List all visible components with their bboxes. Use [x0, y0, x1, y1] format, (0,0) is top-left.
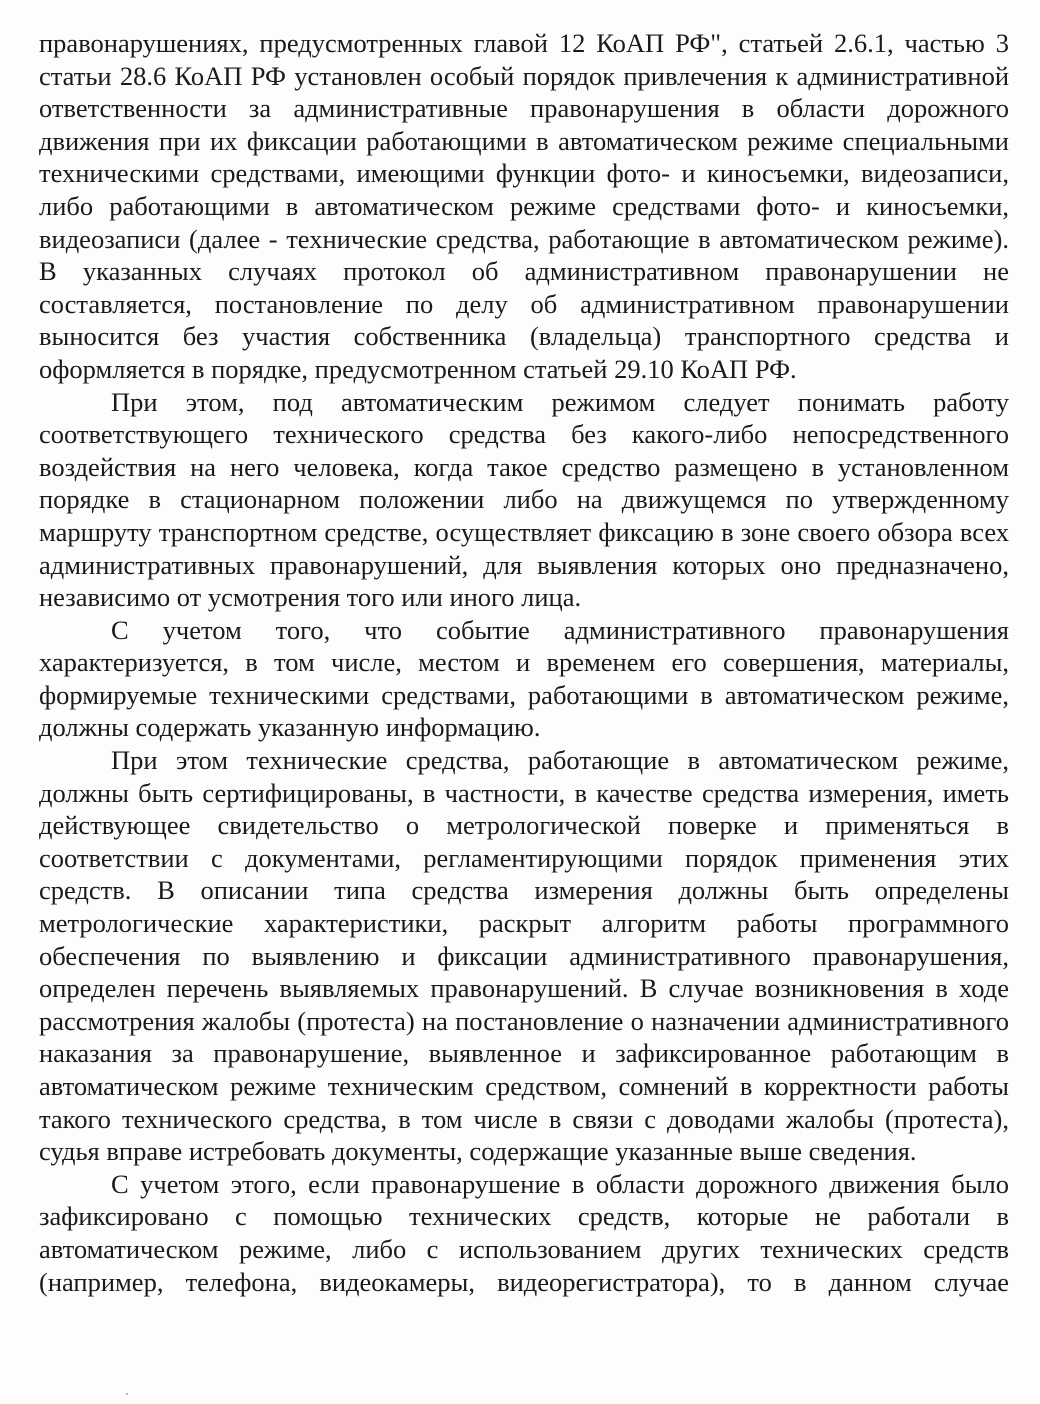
paragraph-certification-requirements: При этом технические средства, работающие в автоматическом режиме, должны быть сертифицированы, в частности, в качестве средства измерения, иметь действующее свидетельство о метрологической поверке и применяться в соответствии с документами, регламентирующими порядок применения этих средств. В описании типа средства измерения должны быть определены метрологические характеристики, раскрыт алгоритм работы программного обеспечения по выявлению и фиксации административного правонарушения, определен перечень выявляемых правонарушений. В случае возникновения в ходе рассмотрения жалобы (протеста) на постановление о назначении административного наказания за правонарушение, выявленное и зафиксированное работающим в автоматическом режиме техническим средством, сомнений в корректности работы такого технического средства, в том числе в связи с доводами жалобы (протеста), судья вправе истребовать документы, содержащие указанные выше сведения.: [39, 745, 1009, 1167]
scan-speck: [126, 1393, 128, 1395]
paragraph-event-characteristics: С учетом того, что событие административного правонарушения характеризуется, в том числе, местом и временем его совершения, материалы, формируемые техническими средствами, работающими в автоматическом режиме, должны содержать указанную информацию.: [39, 614, 1009, 743]
document-body: [39, 27, 1009, 1298]
paragraph-continuation: правонарушениях, предусмотренных главой 12 КоАП РФ", статьей 2.6.1, частью 3 статьи 28.6 КоАП РФ установлен особый порядок привлечения к административной ответственности за административные правонарушения в области дорожного движения при их фиксации работающими в автоматическом режиме специальными техническими средствами, имеющими функции фото- и киносъемки, видеозаписи, либо работающими в автоматическом режиме средствами фото- и киносъемки, видеозаписи (далее - технические средства, работающие в автоматическом режиме). В указанных случаях протокол об административном правонарушении не составляется, постановление по делу об административном правонарушении выносится без участия собственника (владельца) транспортного средства и оформляется в порядке, предусмотренном статьей 29.10 КоАП РФ.: [39, 28, 1009, 384]
paragraph-non-automatic-fixation: С учетом этого, если правонарушение в области дорожного движения было зафиксировано с помощью технических средств, которые не работали в автоматическом режиме, либо с использованием других технических средств (например, телефона, видеокамеры, видеорегистратора), то в данном случае: [39, 1168, 1009, 1297]
paragraph-automatic-mode-definition: При этом, под автоматическим режимом следует понимать работу соответствующего технического средства без какого-либо непосредственного воздействия на него человека, когда такое средство размещено в установленном порядке в стационарном положении либо на движущемся по утвержденному маршруту транспортном средстве, осуществляет фиксацию в зоне своего обзора всех административных правонарушений, для выявления которых оно предназначено, независимо от усмотрения того или иного лица.: [39, 386, 1009, 613]
